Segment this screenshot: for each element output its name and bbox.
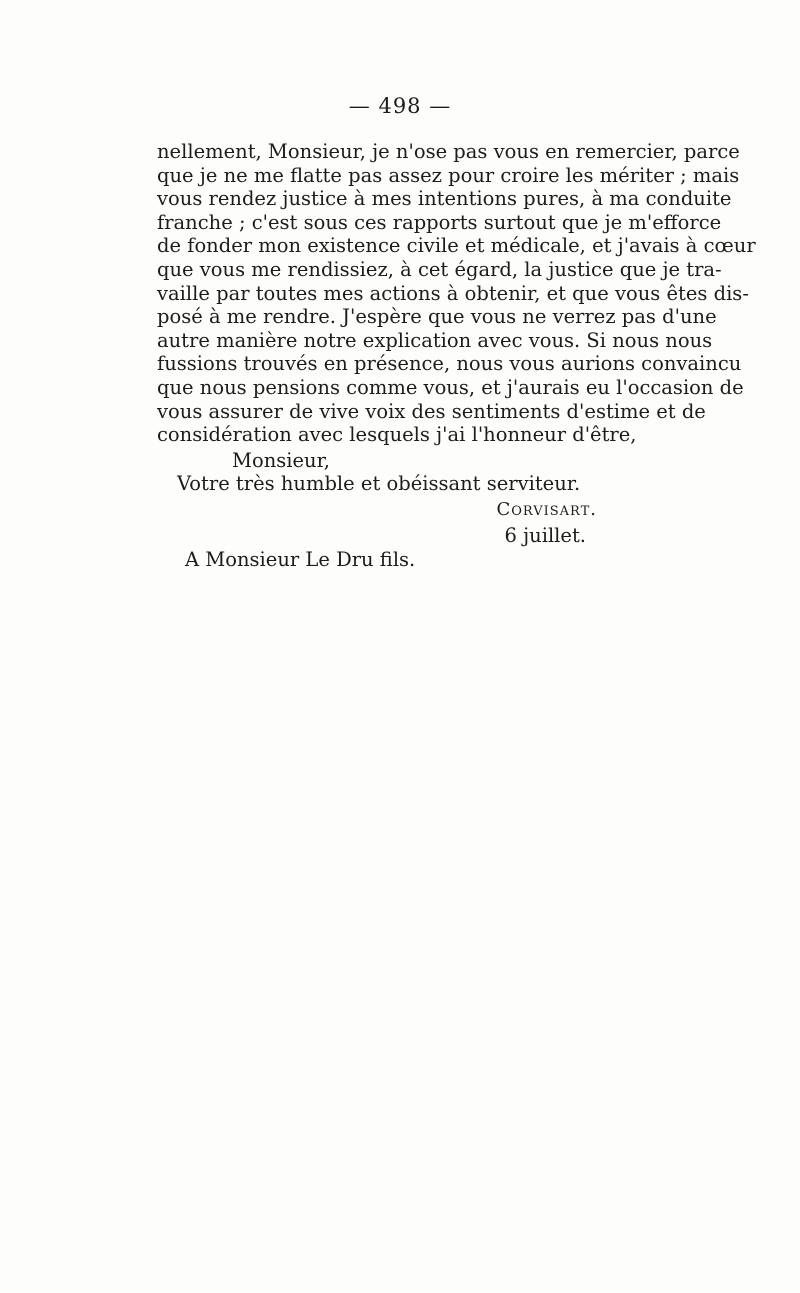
text-line: vous rendez justice à mes intentions pures, à ma conduite bbox=[157, 187, 732, 211]
addressee: A Monsieur Le Dru fils. bbox=[185, 548, 416, 571]
text-line: franche ; c'est sous ces rapports surtout que je m'efforce bbox=[157, 210, 722, 234]
text-line: autre manière notre explication avec vous. Si nous nous bbox=[157, 328, 713, 352]
salutation: Monsieur, bbox=[232, 449, 330, 472]
text-line: considération avec lesquels j'ai l'honneur d'être, bbox=[157, 423, 637, 447]
letter-date: 6 juillet. bbox=[504, 524, 586, 547]
letter-body bbox=[157, 140, 756, 447]
text-line: que vous me rendissiez, à cet égard, la justice que je tra- bbox=[157, 257, 722, 281]
text-line: fussions trouvés en présence, nous vous aurions convaincu bbox=[157, 352, 742, 376]
text-line: posé à me rendre. J'espère que vous ne verrez pas d'une bbox=[157, 305, 717, 329]
text-line: vous assurer de vive voix des sentiments d'estime et de bbox=[157, 399, 706, 423]
text-line: que nous pensions comme vous, et j'aurais eu l'occasion de bbox=[157, 375, 744, 399]
signature: Corvisart. bbox=[496, 499, 597, 520]
closing-formula: Votre très humble et obéissant serviteur. bbox=[177, 472, 581, 495]
page-number: — 498 — bbox=[348, 94, 452, 118]
text-line: nellement, Monsieur, je n'ose pas vous en remercier, parce bbox=[157, 140, 740, 163]
text-line: de fonder mon existence civile et médicale, et j'avais à cœur bbox=[157, 234, 756, 258]
text-line: que je ne me flatte pas assez pour croire les mériter ; mais bbox=[157, 163, 740, 187]
text-line: vaille par toutes mes actions à obtenir, et que vous êtes dis- bbox=[157, 281, 749, 305]
